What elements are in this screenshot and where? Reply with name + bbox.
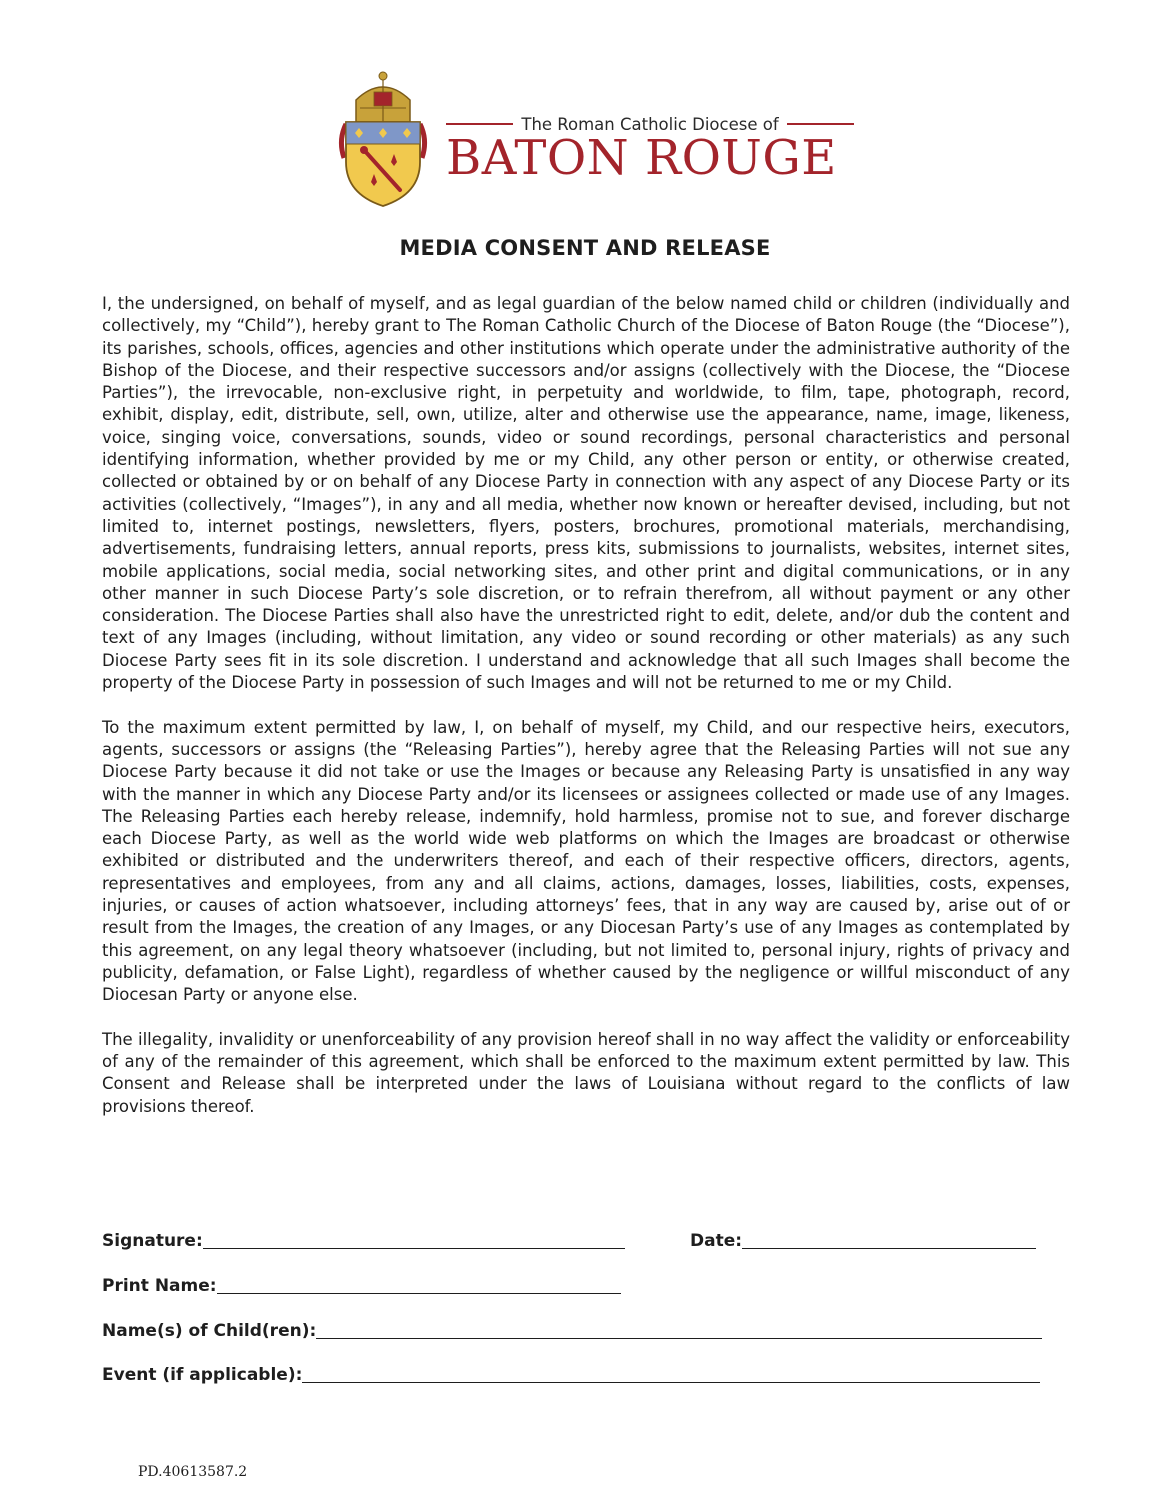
logo-main-text: BATON ROUGE	[446, 130, 837, 186]
release-paragraph: To the maximum extent permitted by law, I, on behalf of myself, my Child, and our respective heirs, executors, agents, successors or assigns (the “Releasing Parties”), hereby agree that the Releasing Parties will not sue any Diocese Party because it did not take or use the Images or because any Releasing Party is unsatisfied in any way with the manner in which any Diocese Party and/or its licensees or assignees collected or made use of any Images. The Releasing Parties each hereby release, indemnify, hold harmless, promise not to sue, and forever discharge each Diocese Party, as well as the world wide web platforms on which the Images are broadcast or otherwise exhibited or distributed and the underwriters thereof, and each of their respective officers, directors, agents, representatives and employees, from any and all claims, actions, damages, losses, liabilities, costs, expenses, injuries, or causes of action whatsoever, including attorneys’ fees, that in any way are caused by, arise out of or result from the Images, the creation of any Images, or any Diocesan Party’s use of any Images as contemplated by this agreement, on any legal theory whatsoever (including, but not limited to, personal injury, rights of privacy and publicity, defamation, or False Light), regardless of whether caused by the negligence or willful misconduct of any Diocesan Party or anyone else.	[102, 717, 1070, 1005]
print-name-line[interactable]	[217, 1275, 621, 1294]
event-field[interactable]	[102, 1364, 1040, 1385]
diocese-crest-icon	[334, 70, 432, 208]
date-line[interactable]	[742, 1230, 1036, 1249]
date-label: Date:	[690, 1231, 743, 1251]
logo-rule-left	[446, 123, 513, 125]
signature-field[interactable]	[102, 1230, 625, 1251]
consent-paragraph: I, the undersigned, on behalf of myself, and as legal guardian of the below named child or children (individually and collectively, my “Child”), hereby grant to The Roman Catholic Church of the Diocese of Baton Rouge (the “Diocese”), its parishes, schools, offices, agencies and other institutions which operate under the administrative authority of the Bishop of the Diocese, and their respective successors and/or assigns (collectively with the Diocese, the “Diocese Parties”), the irrevocable, non-exclusive right, in perpetuity and worldwide, to film, tape, photograph, record, exhibit, display, edit, distribute, sell, own, utilize, alter and otherwise use the appearance, name, image, likeness, voice, singing voice, conversations, sounds, video or sound recordings, personal characteristics and personal identifying information, whether provided by me or my Child, any other person or entity, or otherwise created, collected or obtained by or on behalf of any Diocese Party in connection with any aspect of any Diocese Party or its activities (collectively, “Images”), in any and all media, whether now known or hereafter devised, including, but not limited to, internet postings, newsletters, flyers, posters, brochures, promotional materials, merchandising, advertisements, fundraising letters, annual reports, press kits, submissions to journalists, websites, internet sites, mobile applications, social media, social networking sites, and other print and digital communications, or in any other manner in such Diocese Party’s sole discretion, or to refrain therefrom, all without payment or any other consideration. The Diocese Parties shall also have the unrestricted right to edit, delete, and/or dub the content and text of any Images (including, without limitation, any video or sound recording or other materials) as any such Diocese Party sees fit in its sole discretion. I understand and acknowledge that all such Images shall become the property of the Diocese Party in possession of such Images and will not be returned to me or my Child.	[102, 294, 1070, 693]
document-body	[102, 293, 1070, 1140]
document-title: MEDIA CONSENT AND RELEASE	[399, 236, 771, 260]
logo-top-text: The Roman Catholic Diocese of	[521, 114, 779, 134]
event-label: Event (if applicable):	[102, 1365, 303, 1385]
document-id: PD.40613587.2	[138, 1464, 248, 1480]
print-name-label: Print Name:	[102, 1276, 217, 1296]
children-names-field[interactable]	[102, 1320, 1042, 1341]
date-field[interactable]	[690, 1230, 1036, 1251]
children-names-label: Name(s) of Child(ren):	[102, 1321, 317, 1341]
diocese-logo	[334, 70, 854, 210]
children-names-line[interactable]	[316, 1320, 1042, 1339]
logo-rule-right	[787, 123, 854, 125]
signature-line[interactable]	[203, 1230, 625, 1249]
severability-paragraph: The illegality, invalidity or unenforceability of any provision hereof shall in no way affect the validity or enforceability of any of the remainder of this agreement, which shall be enforced to the maximum extent permitted by law. This Consent and Release shall be interpreted under the laws of Louisiana without regard to the conflicts of law provisions thereof.	[102, 1029, 1070, 1116]
event-line[interactable]	[302, 1364, 1040, 1383]
print-name-field[interactable]	[102, 1275, 621, 1296]
signature-label: Signature:	[102, 1231, 203, 1251]
